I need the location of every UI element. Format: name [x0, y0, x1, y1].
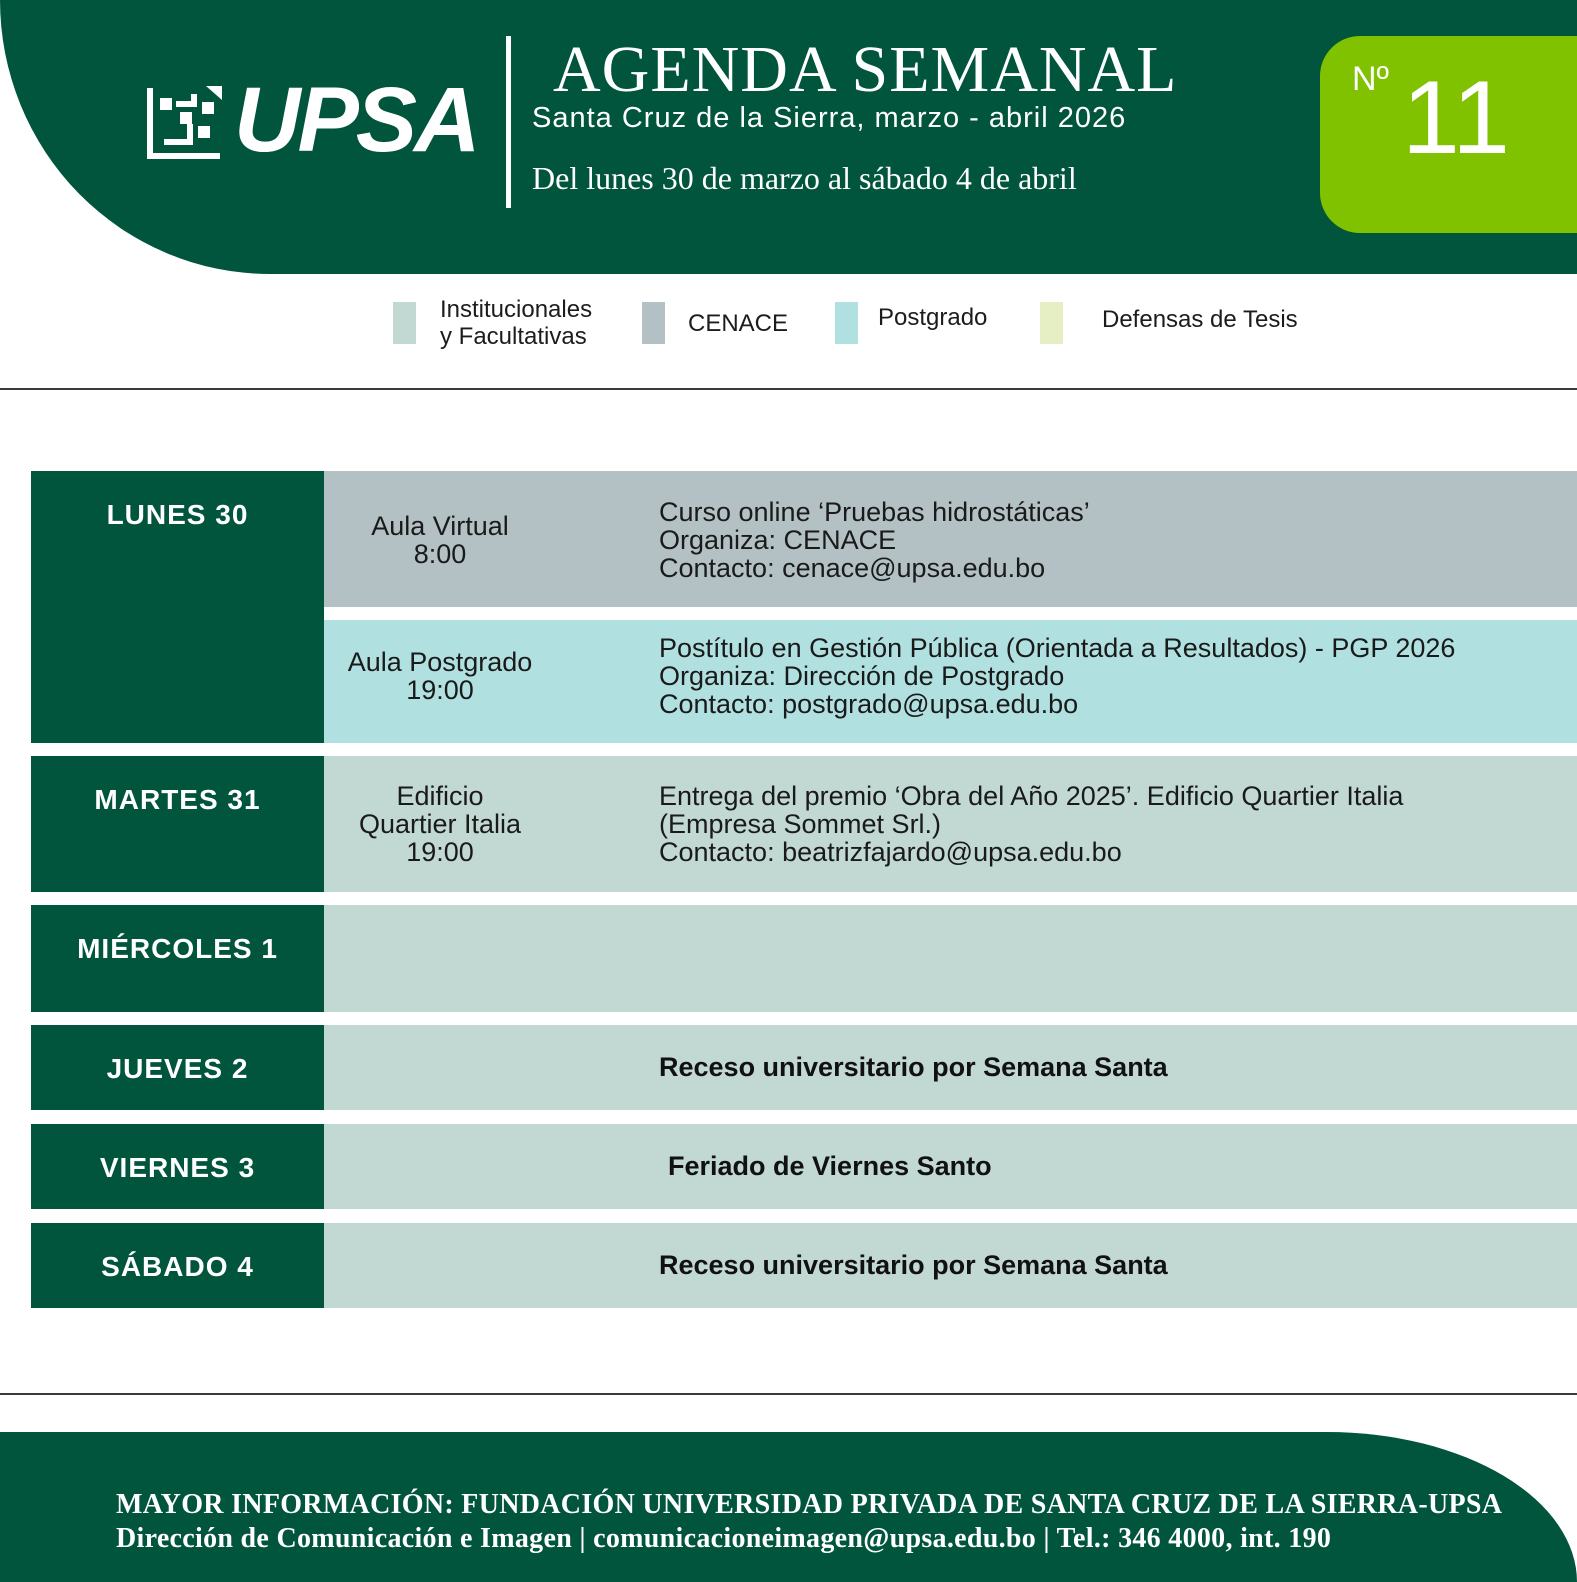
event-time: 8:00 [413, 539, 467, 569]
page-title: AGENDA SEMANAL [553, 33, 1178, 106]
event-organizer: Organiza: Dirección de Postgrado [659, 661, 1065, 691]
legend-swatch-institucionales [393, 302, 416, 344]
event-description [659, 498, 1090, 582]
event-title: Entrega del premio ‘Obra del Año 2025’. Edificio Quartier Italia [659, 781, 1404, 811]
event-note [324, 1025, 1577, 1110]
top-divider [0, 388, 1577, 390]
day-cell [31, 1223, 324, 1308]
event-description [659, 634, 1455, 718]
footer-info-line: MAYOR INFORMACIÓN: FUNDACIÓN UNIVERSIDAD PRIVADA DE SANTA CRUZ DE LA SIERRA-UPSA [116, 1489, 1503, 1520]
legend-label-cenace: CENACE [688, 310, 789, 337]
event-note [324, 1124, 1577, 1209]
date-range: Del lunes 30 de marzo al sábado 4 de abril [532, 160, 1077, 196]
issue-number-label: Nº [1352, 60, 1389, 98]
event-note-text: Feriado de Viernes Santo [668, 1151, 992, 1181]
legend-label-line: y Facultativas [440, 323, 587, 350]
day-row-viernes [31, 1124, 1577, 1209]
event-contact: Contacto: cenace@upsa.edu.bo [659, 553, 1046, 583]
event-time: 19:00 [406, 675, 474, 705]
event-note-text: Receso universitario por Semana Santa [659, 1052, 1168, 1082]
legend-label-postgrado: Postgrado [878, 304, 988, 331]
event-title: Postítulo en Gestión Pública (Orientada a Resultados) - PGP 2026 [659, 633, 1456, 663]
day-label: JUEVES 2 [106, 1053, 249, 1084]
page-subtitle: Santa Cruz de la Sierra, marzo - abril 2026 [532, 102, 1127, 134]
event-contact: Contacto: beatrizfajardo@upsa.edu.bo [659, 837, 1122, 867]
event-location-text: Edificio [396, 781, 484, 811]
legend-label-defensas: Defensas de Tesis [1102, 306, 1298, 333]
day-label: MARTES 31 [94, 784, 261, 815]
issue-number-value: 11 [1402, 60, 1510, 176]
event-contact: Contacto: postgrado@upsa.edu.bo [659, 689, 1079, 719]
event-note [324, 1223, 1577, 1308]
upsa-emblem-icon [146, 84, 224, 160]
footer-contact-line: Dirección de Comunicación e Imagen | comunicacioneimagen@upsa.edu.bo | Tel.: 346 4000, int. 190 [116, 1523, 1332, 1554]
upsa-logo [146, 69, 478, 171]
day-cell [31, 1124, 324, 1209]
legend-swatch-defensas [1040, 302, 1063, 344]
legend-swatch-postgrado [835, 302, 858, 344]
day-cell [31, 471, 324, 743]
day-row-martes [31, 756, 1577, 892]
event-cenace [324, 471, 1577, 607]
event-location-text: Aula Virtual [371, 511, 509, 541]
bottom-divider [0, 1393, 1577, 1395]
legend-swatch-cenace [642, 302, 665, 344]
day-label: SÁBADO 4 [101, 1251, 254, 1282]
day-cell [31, 1025, 324, 1110]
day-row-miercoles [31, 905, 1577, 1012]
legend-label-institucionales [440, 296, 592, 350]
day-row-lunes [31, 471, 1577, 743]
event-organizer: Organiza: CENACE [659, 525, 897, 555]
day-row-jueves [31, 1025, 1577, 1110]
category-legend [0, 296, 1577, 356]
event-time: 19:00 [406, 837, 474, 867]
event-location [324, 512, 556, 568]
event-location-text: Aula Postgrado [347, 647, 533, 677]
event-location [324, 782, 556, 866]
header-divider [506, 36, 511, 208]
event-title: Curso online ‘Pruebas hidrostáticas’ [659, 497, 1090, 527]
logo-wordmark: UPSA [234, 69, 478, 171]
event-note-text: Receso universitario por Semana Santa [659, 1250, 1168, 1280]
event-location [324, 648, 556, 704]
day-row-sabado [31, 1223, 1577, 1308]
event-institucional [324, 756, 1577, 892]
day-cell [31, 905, 324, 1012]
day-label: MIÉRCOLES 1 [77, 933, 278, 964]
event-title-continued: (Empresa Sommet Srl.) [659, 809, 942, 839]
legend-label-line: Institucionales [440, 296, 593, 323]
event-location-text: Quartier Italia [358, 809, 522, 839]
day-label: VIERNES 3 [99, 1152, 256, 1183]
day-label: LUNES 30 [106, 499, 249, 530]
issue-number-badge [1320, 36, 1577, 233]
day-cell [31, 756, 324, 892]
event-postgrado [324, 620, 1577, 743]
footer-banner [0, 1432, 1577, 1582]
event-description [659, 782, 1403, 866]
event-empty [324, 905, 1577, 1012]
